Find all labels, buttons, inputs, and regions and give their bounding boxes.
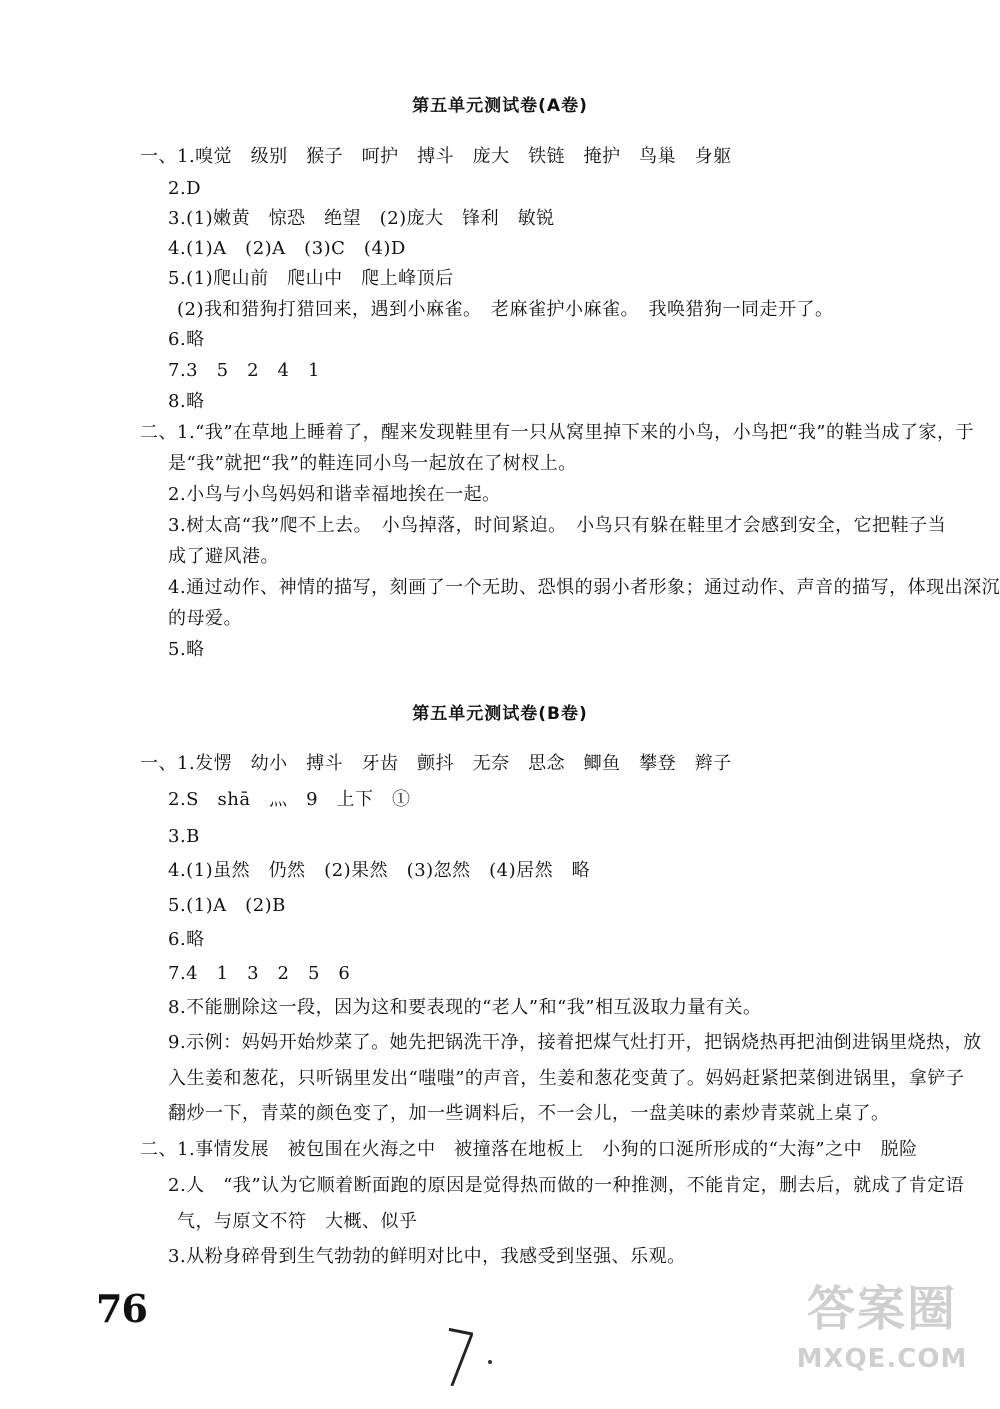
title-a: 第五单元测试卷(A卷) [412, 96, 588, 116]
b-line: 二、1.事情发展 被包围在火海之中 被撞落在地板上 小狗的口涎所形成的“大海”之中 脱险 [140, 1139, 918, 1160]
handwritten-dot [488, 1360, 492, 1364]
b-line: 2.人 “我”认为它顺着断面跑的原因是觉得热而做的一种推测，不能肯定，删去后，就成了肯定语 [168, 1175, 965, 1196]
a-line: 一、1.嗅觉 级别 猴子 呵护 搏斗 庞大 铁链 掩护 鸟巢 身躯 [140, 146, 732, 167]
watermark-logo: 答案圈 [806, 1281, 957, 1337]
b-line: 6.略 [168, 929, 205, 950]
a-line: 3.树太高“我”爬不上去。 小鸟掉落，时间紧迫。 小鸟只有躲在鞋里才会感到安全，它把鞋子当 [168, 515, 947, 536]
b-line: 9.示例：妈妈开始炒菜了。她先把锅洗干净，接着把煤气灶打开，把锅烧热再把油倒进锅里烧热，放 [168, 1032, 982, 1053]
b-line: 5.(1)A (2)B [168, 895, 286, 916]
a-line: 7.3 5 2 4 1 [168, 360, 320, 381]
b-line: 气，与原文不符 大概、似乎 [177, 1211, 418, 1232]
watermark-url: MXQE.COM [796, 1344, 968, 1374]
a-line: 成了避风港。 [168, 546, 279, 567]
page-number: 76 [96, 1286, 147, 1331]
b-line: 3.从粉身碎骨到生气勃勃的鲜明对比中，我感受到坚强、乐观。 [168, 1246, 686, 1267]
title-b: 第五单元测试卷(B卷) [412, 704, 588, 724]
b-line: 2.S shā 灬 9 上下 ① [168, 789, 411, 810]
watermark [782, 1274, 982, 1394]
b-line: 8.不能删除这一段，因为这和要表现的“老人”和“我”相互汲取力量有关。 [168, 997, 762, 1018]
b-line: 3.B [168, 826, 200, 847]
b-line: 4.(1)虽然 仍然 (2)果然 (3)忽然 (4)居然 略 [168, 860, 591, 881]
a-line: 6.略 [168, 329, 205, 350]
a-line: 5.(1)爬山前 爬山中 爬上峰顶后 [168, 268, 454, 289]
a-line: 的母爱。 [168, 608, 242, 629]
b-line: 一、1.发愣 幼小 搏斗 牙齿 颤抖 无奈 思念 鲫鱼 攀登 辫子 [140, 753, 732, 774]
handwritten-mark: 7 [437, 1312, 481, 1409]
a-line: (2)我和猎狗打猎回来，遇到小麻雀。 老麻雀护小麻雀。 我唤猎狗一同走开了。 [177, 299, 834, 320]
b-line: 翻炒一下，青菜的颜色变了，加一些调料后，不一会儿，一盘美味的素炒青菜就上桌了。 [168, 1103, 890, 1124]
a-line: 4.(1)A (2)A (3)C (4)D [168, 238, 406, 259]
a-line: 2.D [168, 178, 202, 199]
a-line: 5.略 [168, 639, 205, 660]
b-line: 入生姜和葱花，只听锅里发出“嗤嗤”的声音，生姜和葱花变黄了。妈妈赶紧把菜倒进锅里，拿铲子 [168, 1068, 965, 1089]
b-line: 7.4 1 3 2 5 6 [168, 963, 351, 984]
a-line: 8.略 [168, 391, 205, 412]
a-line: 4.通过动作、神情的描写，刻画了一个无助、恐惧的弱小者形象；通过动作、声音的描写，体现出深沉 [168, 577, 1000, 598]
a-line: 二、1.“我”在草地上睡着了，醒来发现鞋里有一只从窝里掉下来的小鸟，小鸟把“我”的鞋当成了家，于 [140, 422, 974, 443]
a-line: 2.小鸟与小鸟妈妈和谐幸福地挨在一起。 [168, 484, 501, 505]
a-line: 是“我”就把“我”的鞋连同小鸟一起放在了树杈上。 [168, 453, 577, 474]
a-line: 3.(1)嫩黄 惊恐 绝望 (2)庞大 锋利 敏锐 [168, 208, 555, 229]
